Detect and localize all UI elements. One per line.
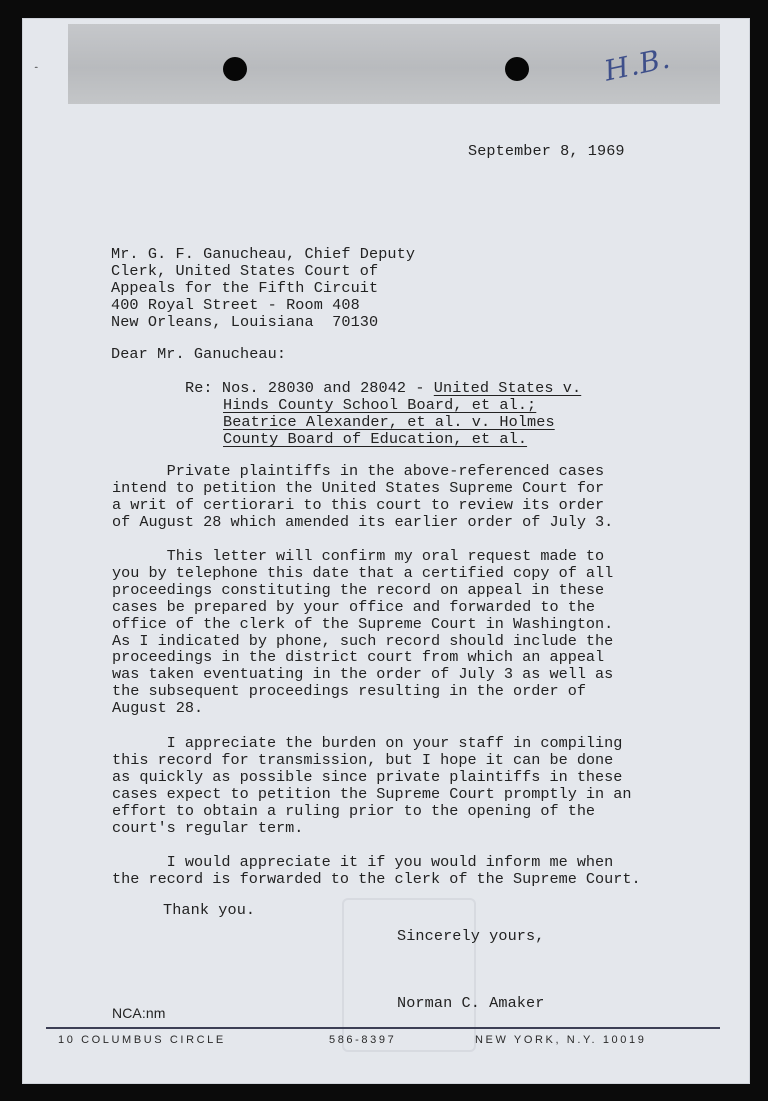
paragraph-line: I appreciate the burden on your staff in compiling (112, 734, 623, 752)
footer-phone: 586-8397 (329, 1034, 397, 1046)
re-line: County Board of Education, et al. (223, 430, 528, 448)
paragraph-line: As I indicated by phone, such record should include the (112, 631, 614, 650)
reference-initials: NCA:nm (112, 1005, 166, 1021)
recipient-line: Mr. G. F. Ganucheau, Chief Deputy (111, 245, 416, 263)
recipient-line: Clerk, United States Court of (111, 262, 379, 280)
paragraph-line: effort to obtain a ruling prior to the opening of the (112, 801, 596, 820)
paragraph-line: of August 28 which amended its earlier order of July 3. (112, 512, 614, 531)
recipient-line: Appeals for the Fifth Circuit (111, 279, 379, 297)
footer-city: NEW YORK, N.Y. 10019 (475, 1034, 647, 1046)
salutation: Dear Mr. Ganucheau: (111, 345, 287, 363)
paragraph-line: the subsequent proceedings resulting in the order of (112, 682, 586, 701)
recipient-line: 400 Royal Street - Room 408 (111, 296, 360, 314)
paragraph-line: a writ of certiorari to this court to review its order (112, 495, 605, 514)
signer-name: Norman C. Amaker (397, 994, 545, 1012)
footer-rule (46, 1027, 720, 1029)
paragraph-line: Private plaintiffs in the above-referenced cases (112, 462, 605, 480)
paragraph-line: cases expect to petition the Supreme Court promptly in an (112, 784, 632, 803)
complimentary-close: Sincerely yours, (397, 927, 545, 945)
letter-date: September 8, 1969 (468, 142, 625, 160)
paragraph-line: you by telephone this date that a certified copy of all (112, 563, 614, 582)
letter-page (22, 18, 750, 1084)
footer-address: 10 COLUMBUS CIRCLE (58, 1034, 226, 1046)
paragraph-line: August 28. (112, 699, 204, 718)
paragraph-line: office of the clerk of the Supreme Court in Washington. (112, 614, 614, 633)
paragraph-line: I would appreciate it if you would inform me when (112, 853, 614, 871)
punch-hole-left (223, 57, 247, 81)
body-paragraph (112, 463, 712, 531)
paragraph-line: intend to petition the United States Supreme Court for (112, 478, 605, 497)
re-case-title: United States v. (433, 379, 582, 397)
paragraph-line: proceedings in the district court from which an appeal (112, 648, 605, 667)
paragraph-line: court's regular term. (112, 818, 304, 837)
punch-hole-right (505, 57, 529, 81)
thanks-line: Thank you. (163, 901, 256, 919)
paragraph-line: cases be prepared by your office and forwarded to the (112, 597, 596, 616)
paragraph-line: as quickly as possible since private plaintiffs in these (112, 767, 623, 786)
paragraph-line: this record for transmission, but I hope it can be done (112, 750, 614, 769)
re-prefix: Re: Nos. 28030 and 28042 - (185, 379, 434, 397)
paragraph-line: was taken eventuating in the order of July 3 as well as (112, 665, 614, 684)
paragraph-line: This letter will confirm my oral request made to (112, 547, 605, 565)
paragraph-line: the record is forwarded to the clerk of the Supreme Court. (112, 869, 641, 888)
handwritten-initials: H.B. (601, 41, 674, 88)
pencil-mark-icon: ` (31, 63, 49, 81)
body-paragraph (112, 854, 712, 888)
recipient-line: New Orleans, Louisiana 70130 (111, 313, 379, 331)
re-line: Hinds County School Board, et al.; (223, 396, 537, 414)
paragraph-line: proceedings constituting the record on appeal in these (112, 580, 605, 599)
body-paragraph (112, 735, 712, 836)
re-line (185, 380, 581, 397)
body-paragraph (112, 548, 712, 717)
re-line: Beatrice Alexander, et al. v. Holmes (223, 413, 555, 431)
